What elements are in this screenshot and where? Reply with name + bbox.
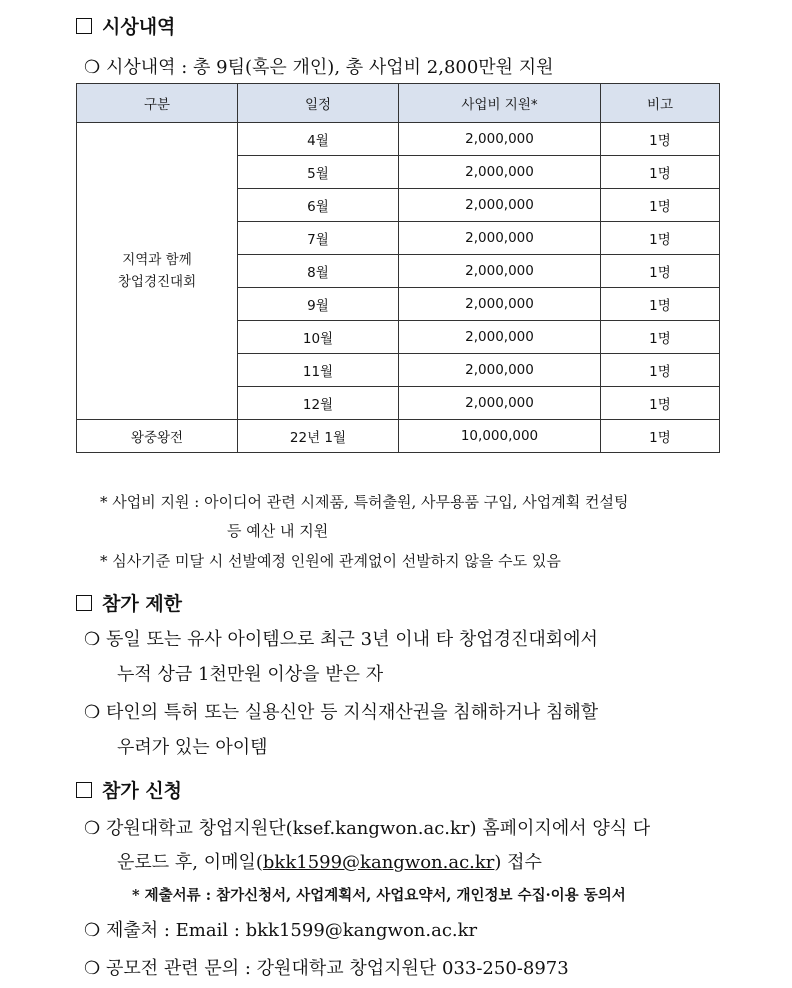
note-cell: 1명: [601, 354, 720, 387]
table-header-row: [77, 84, 720, 123]
circle-bullet-icon: ❍: [84, 920, 101, 941]
table-row-final: [77, 420, 720, 453]
checkbox-square-icon: [76, 595, 92, 611]
header-category: 구분: [77, 84, 238, 123]
amount-cell: 2,000,000: [399, 354, 601, 387]
note-cell: 1명: [601, 288, 720, 321]
checkbox-square-icon: [76, 18, 92, 34]
restriction-item-2: ❍ 타인의 특허 또는 실용신안 등 지식재산권을 침해하거나 침해할: [84, 702, 599, 723]
submission-docs-note: * 제출서류 : 참가신청서, 사업계획서, 사업요약서, 개인정보 수집·이용 동의서: [132, 887, 626, 904]
support-note-line1: * 사업비 지원 : 아이디어 관련 시제품, 특허출원, 사무용품 구입, 사업계획 컨설팅: [100, 493, 629, 511]
amount-cell: 2,000,000: [399, 321, 601, 354]
amount-cell: 2,000,000: [399, 288, 601, 321]
schedule-cell: 11월: [238, 354, 399, 387]
category-cell: 왕중왕전: [77, 420, 238, 453]
awards-table: [76, 83, 720, 453]
note-cell: 1명: [601, 387, 720, 420]
schedule-cell: 10월: [238, 321, 399, 354]
amount-cell: 2,000,000: [399, 222, 601, 255]
email-link[interactable]: bkk1599@kangwon.ac.kr: [262, 852, 495, 873]
schedule-cell: 7월: [238, 222, 399, 255]
application-item-2: ❍ 제출처 : Email : bkk1599@kangwon.ac.kr: [84, 920, 478, 941]
screening-note: * 심사기준 미달 시 선발예정 인원에 관계없이 선발하지 않을 수도 있음: [100, 552, 561, 570]
restriction-item-1-cont: 누적 상금 1천만원 이상을 받은 자: [117, 664, 384, 685]
awards-intro: ❍ 시상내역 : 총 9팀(혹은 개인), 총 사업비 2,800만원 지원: [84, 57, 554, 78]
note-cell: 1명: [601, 189, 720, 222]
amount-cell: 10,000,000: [399, 420, 601, 453]
restriction-item-1: ❍ 동일 또는 유사 아이템으로 최근 3년 이내 타 창업경진대회에서: [84, 629, 598, 650]
circle-bullet-icon: ❍: [84, 818, 101, 839]
schedule-cell: 12월: [238, 387, 399, 420]
circle-bullet-icon: ❍: [84, 702, 101, 723]
note-cell: 1명: [601, 123, 720, 156]
restriction-item-2-cont: 우려가 있는 아이템: [117, 737, 268, 758]
application-item-1: ❍ 강원대학교 창업지원단(ksef.kangwon.ac.kr) 홈페이지에서 양식 다: [84, 818, 651, 839]
section-title-awards: 시상내역: [76, 12, 175, 39]
schedule-cell: 5월: [238, 156, 399, 189]
amount-cell: 2,000,000: [399, 189, 601, 222]
schedule-cell: 4월: [238, 123, 399, 156]
amount-cell: 2,000,000: [399, 123, 601, 156]
note-cell: 1명: [601, 321, 720, 354]
support-note-line2: 등 예산 내 지원: [227, 522, 329, 540]
amount-cell: 2,000,000: [399, 255, 601, 288]
table-row: [77, 123, 720, 156]
application-item-1-cont: 운로드 후, 이메일(bkk1599@kangwon.ac.kr) 접수: [117, 852, 542, 873]
schedule-cell: 22년 1월: [238, 420, 399, 453]
circle-bullet-icon: ❍: [84, 629, 101, 650]
header-amount: 사업비 지원*: [399, 84, 601, 123]
section-title-restriction: 참가 제한: [76, 589, 182, 616]
amount-cell: 2,000,000: [399, 156, 601, 189]
header-note: 비고: [601, 84, 720, 123]
group-label-cell: [77, 123, 238, 420]
schedule-cell: 9월: [238, 288, 399, 321]
checkbox-square-icon: [76, 782, 92, 798]
circle-bullet-icon: ❍: [84, 958, 101, 979]
application-item-3: ❍ 공모전 관련 문의 : 강원대학교 창업지원단 033-250-8973: [84, 958, 569, 979]
note-cell: 1명: [601, 222, 720, 255]
amount-cell: 2,000,000: [399, 387, 601, 420]
schedule-cell: 6월: [238, 189, 399, 222]
circle-bullet-icon: ❍: [84, 57, 101, 78]
note-cell: 1명: [601, 156, 720, 189]
section-title-application: 참가 신청: [76, 776, 182, 803]
schedule-cell: 8월: [238, 255, 399, 288]
header-schedule: 일정: [238, 84, 399, 123]
group-label-line2: 창업경진대회: [117, 274, 197, 290]
group-label-line1: 지역과 함께: [122, 252, 192, 268]
note-cell: 1명: [601, 255, 720, 288]
note-cell: 1명: [601, 420, 720, 453]
